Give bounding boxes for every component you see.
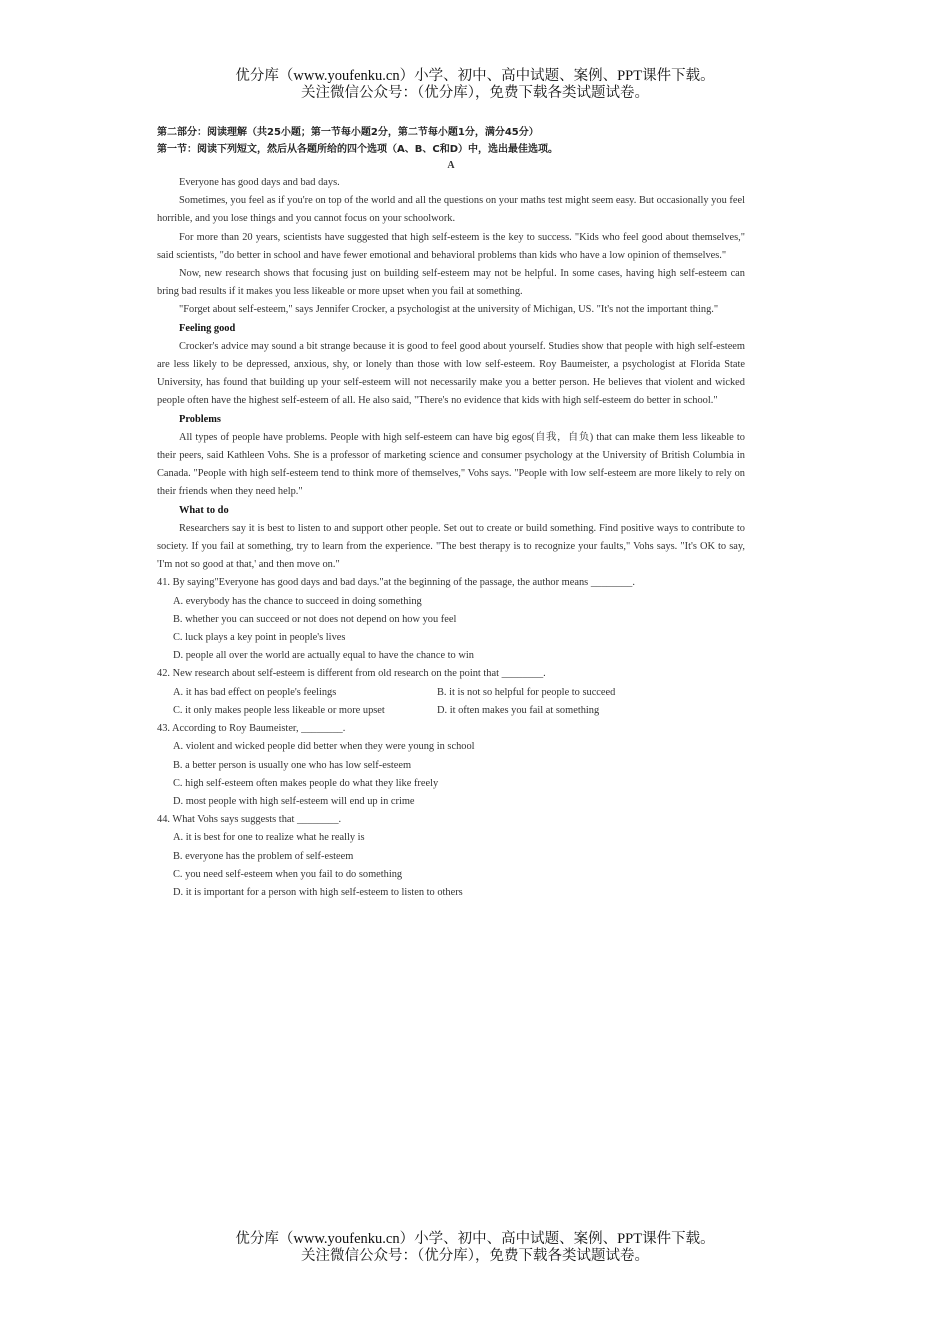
exam-content	[157, 124, 745, 902]
page-header	[0, 68, 950, 102]
option-row	[157, 702, 745, 720]
question-stem: 41. By saying"Everyone has good days and bad days."at the beginning of the passage, the author means ________.	[157, 577, 635, 589]
option-c: C. you need self-esteem when you fail to do something	[173, 868, 403, 880]
option-a: A. it has bad effect on people's feelings	[173, 686, 337, 698]
question-43	[157, 720, 745, 811]
question-41	[157, 574, 745, 665]
option-a: A. violent and wicked people did better when they were young in school	[173, 741, 475, 753]
option-b: B. everyone has the problem of self-esteem	[173, 850, 354, 862]
passage-paragraph: Researchers say it is best to listen to and support other people. Set out to create or build something. Find positive ways to contribute to society. If you fail at something, try to learn from the experience. "The best therapy is to recognize your faults," Vohs says. "It's OK to say, 'I'm not so good at that,' and then move on."	[157, 522, 745, 571]
section-title: 第二部分：阅读理解（共25小题；第一节每小题2分，第二节每小题1分，满分45分）	[157, 127, 539, 138]
footer-line-1: 优分库（www.youfenku.cn）小学、初中、高中试题、案例、PPT课件下载。	[235, 1231, 715, 1247]
footer-line-2: 关注微信公众号：（优分库），免费下载各类试题试卷。	[301, 1248, 649, 1264]
section-instruction: 第一节：阅读下列短文，然后从各题所给的四个选项（A、B、C和D）中，选出最佳选项。	[157, 144, 559, 155]
option-b: B. whether you can succeed or not does not depend on how you feel	[173, 613, 457, 625]
question-stem: 44. What Vohs says suggests that ________.	[157, 814, 342, 826]
option-d: D. it often makes you fail at something	[437, 704, 600, 716]
page-footer	[0, 1231, 950, 1265]
option-d: D. people all over the world are actually equal to have the chance to win	[173, 650, 474, 662]
option-a: A. everybody has the chance to succeed in doing something	[173, 595, 422, 607]
option-b: B. a better person is usually one who has low self-esteem	[173, 759, 412, 771]
subheading-what-to-do: What to do	[179, 504, 229, 516]
passage-paragraph: "Forget about self-esteem," says Jennifer Crocker, a psychologist at the university of Michigan, US. "It's not the important thing."	[179, 304, 719, 316]
subheading-feeling-good: Feeling good	[179, 322, 236, 334]
passage-paragraph: Sometimes, you feel as if you're on top of the world and all the questions on your maths test might seem easy. But occasionally you feel horrible, and you lose things and you cannot focus on your schoolwork.	[157, 195, 745, 225]
question-stem: 43. According to Roy Baumeister, ________.	[157, 723, 346, 735]
option-row	[157, 684, 745, 702]
header-line-1: 优分库（www.youfenku.cn）小学、初中、高中试题、案例、PPT课件下载。	[235, 68, 715, 84]
subheading-problems: Problems	[179, 413, 221, 425]
option-b: B. it is not so helpful for people to succeed	[437, 686, 616, 698]
passage-paragraph: Crocker's advice may sound a bit strange because it is good to feel good about yourself. Studies show that people with high self-esteem are less likely to be depressed, anxious, shy, or lonely than those with low self-esteem. Roy Baumeister, a psychologist at Florida State University, has found that building up your self-esteem will not necessarily make you a better person. He believes that violent and wicked people often have the highest self-esteem of all. He also said, "There's no evidence that kids with high self-esteem do better in school."	[157, 340, 745, 407]
passage-paragraph: For more than 20 years, scientists have suggested that high self-esteem is the key to success. "Kids who feel good about themselves," said scientists, "do better in school and have fewer emotional and behavioral problems than kids who have a low opinion of themselves."	[157, 231, 745, 261]
passage-label: A	[447, 160, 455, 171]
option-d: D. most people with high self-esteem will end up in crime	[173, 795, 415, 807]
question-stem: 42. New research about self-esteem is different from old research on the point that ________.	[157, 668, 546, 680]
option-d: D. it is important for a person with high self-esteem to listen to others	[173, 886, 463, 898]
option-a: A. it is best for one to realize what he really is	[173, 832, 365, 844]
question-42	[157, 665, 745, 720]
option-c: C. it only makes people less likeable or more upset	[173, 704, 385, 716]
question-44	[157, 811, 745, 902]
passage-paragraph: Now, new research shows that focusing just on building self-esteem may not be helpful. In some cases, having high self-esteem can bring bad results if it makes you less likeable or more upset when you fail at something.	[157, 268, 745, 298]
passage-paragraph: All types of people have problems. People with high self-esteem can have big egos(自我，自负) that can make them less likeable to their peers, said Kathleen Vohs. She is a professor of marketing science and consumer psychology at the University of British Columbia in Canada. "People with high self-esteem tend to think more of themselves," Vohs says. "People with low self-esteem are more likely to rely on their friends when they need help."	[157, 431, 745, 498]
header-line-2: 关注微信公众号：（优分库），免费下载各类试题试卷。	[301, 85, 649, 101]
option-c: C. high self-esteem often makes people do what they like freely	[173, 777, 439, 789]
passage-paragraph: Everyone has good days and bad days.	[179, 177, 340, 188]
option-c: C. luck plays a key point in people's lives	[173, 632, 346, 644]
